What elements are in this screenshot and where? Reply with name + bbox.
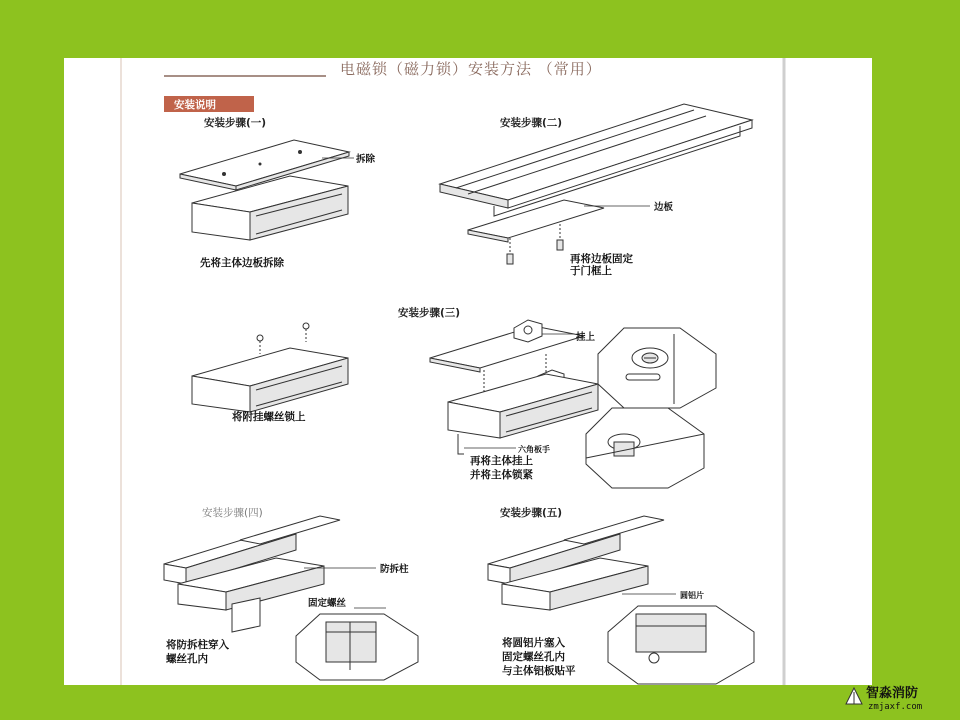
step-1-figure [180,140,354,240]
label-side-plate: 边板 [654,202,674,213]
step-2-figure [440,104,752,264]
step-3-left-caption: 将附挂螺丝锁上 [232,411,306,423]
step-2-caption-line-1: 再将边板固定 [570,253,633,265]
step-3-right-caption-line-2: 并将主体锁紧 [470,469,533,481]
label-round-washer: 圆铝片 [680,591,704,600]
label-anti-tamper-pin: 防拆柱 [380,564,409,575]
step-3-left-figure [192,323,348,412]
step-5-title: 安装步骤(五) [500,507,563,519]
document-page [64,58,872,685]
step-3-title: 安装步骤(三) [398,307,461,319]
step-3-right-caption-line-1: 再将主体挂上 [470,455,533,467]
step-4-title: 安装步骤(四) [202,507,263,519]
step-2-title: 安装步骤(二) [500,117,563,129]
label-hang-on: 挂上 [576,332,596,343]
step-4-caption-line-2: 螺丝孔内 [166,653,208,665]
brand-url: zmjaxf.com [868,702,923,712]
label-fixing-screw: 固定螺丝 [308,598,347,609]
page-title: 电磁锁（磁力锁）安装方法 （常用） [340,60,602,78]
label-remove: 拆除 [356,154,376,165]
step-1-caption: 先将主体边板拆除 [200,257,284,269]
step-1-title: 安装步骤(一) [204,117,267,129]
step-5-caption-line-2: 固定螺丝孔内 [502,651,565,663]
step-4-caption-line-1: 将防拆柱穿入 [166,639,229,651]
step-2-caption-line-2: 于门框上 [570,265,612,277]
step-5-caption-line-1: 将圆铝片塞入 [502,637,565,649]
brand-name: 智淼消防 [866,686,919,701]
installation-diagram [64,58,872,685]
label-hex-wrench: 六角板手 [518,445,550,454]
brand-watermark [842,682,938,712]
step-5-caption-line-3: 与主体铝板贴平 [502,665,576,677]
section-badge-label: 安装说明 [174,99,216,111]
